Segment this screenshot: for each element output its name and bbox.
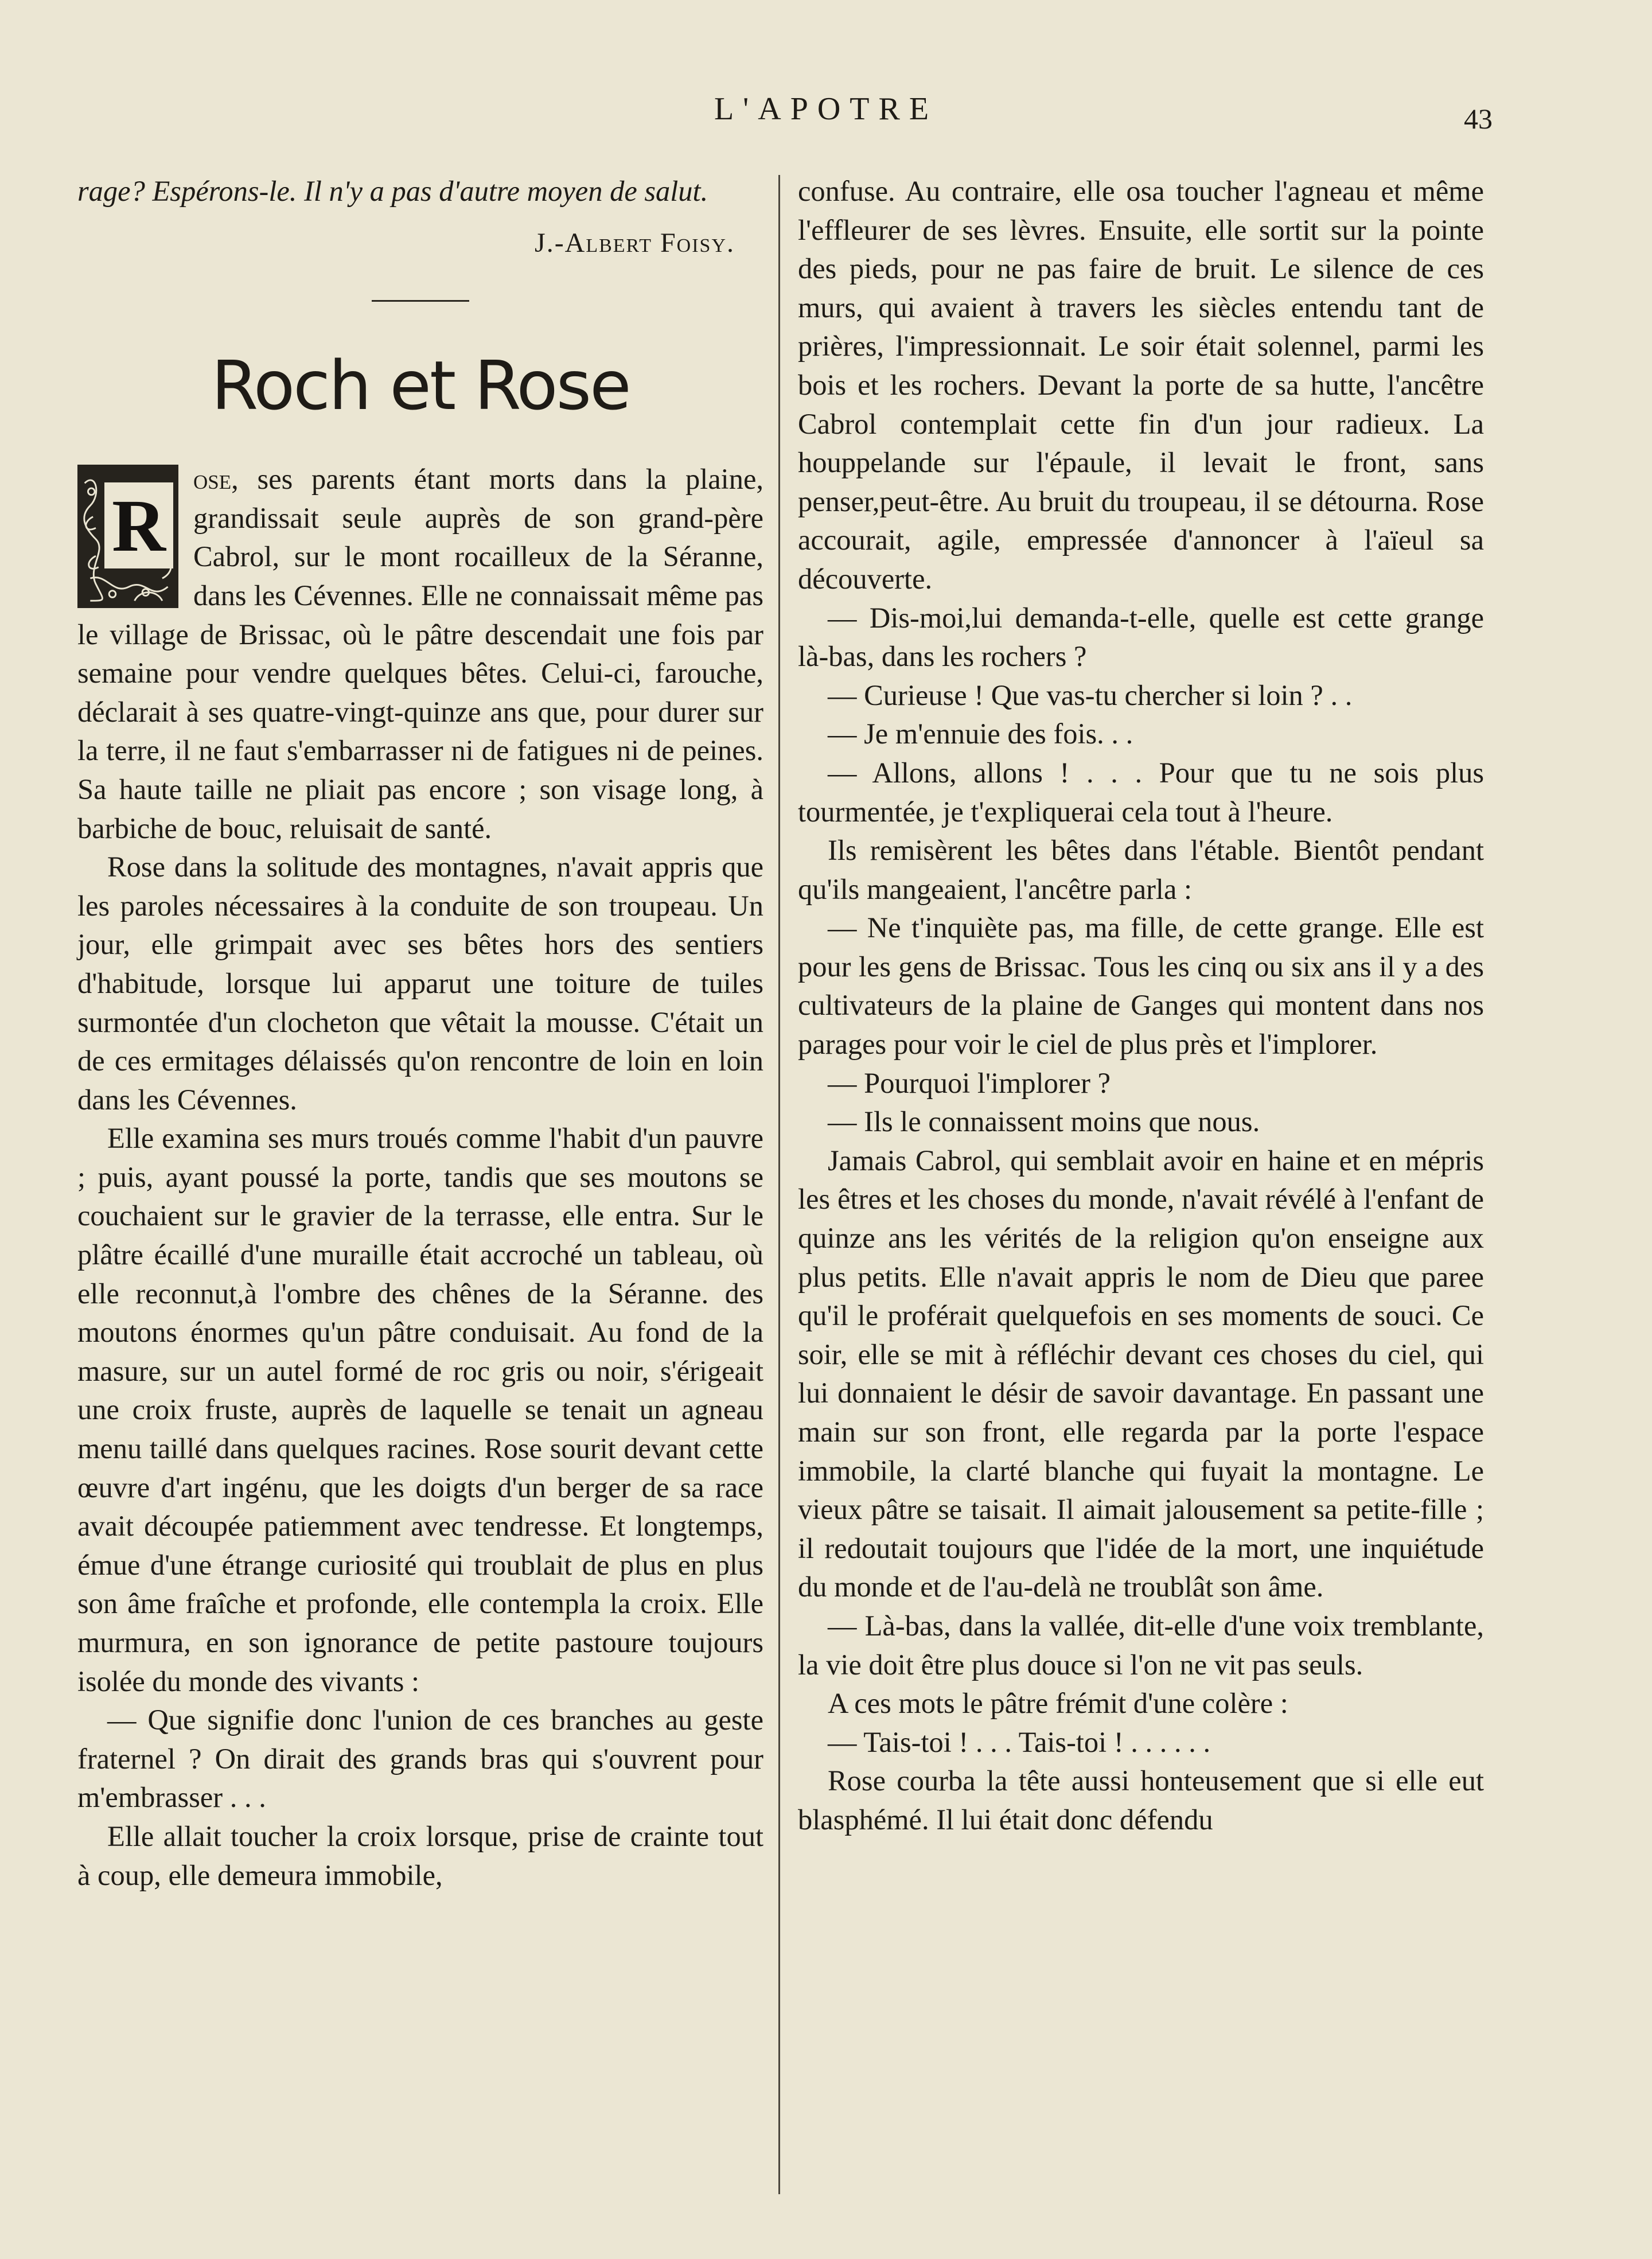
paragraph: Rose dans la solitude des montagnes, n'avait appris que les paroles nécessaires à la conduite de son troupeau. Un jour, elle grimpait avec ses bêtes hors des sentiers d'habitude, lorsque lui apparut une toiture de tuiles surmontée d'un clocheton que vêtait la mousse. C'était un de ces ermitages délaissés qu'on rencontre de loin en loin dans les Cévennes. — [77, 851, 763, 1116]
paragraph: — Allons, allons ! . . . Pour que tu ne sois plus tourmentée, je t'expliquerai cela tout à l'heure. — [798, 756, 1484, 828]
article-title: Roch et Rose — [211, 346, 630, 426]
paragraph: Elle examina ses murs troués comme l'habit d'un pauvre ; puis, ayant poussé la porte, tandis que ses moutons se couchaient sur le gravier de la terrasse, elle entra. Sur le plâtre écaillé d'une muraille était accroché un tableau, où elle reconnut,à l'ombre des chênes de la Séranne. des moutons énormes qu'un pâtre conduisait. Au fond de la masure, sur un autel formé de roc gris ou noir, s'érigeait une croix fruste, auprès de laquelle se tenait un agneau menu taillé dans quelques racines. Rose sourit devant cette œuvre d'art ingénu, que les doigts d'un berger de sa race avait découpée patiemment avec tendresse. Et longtemps, émue d'une étrange curiosité qui troublait de plus en plus son âme fraîche et profonde, elle contempla la croix. Elle murmura, en son ignorance de petite pastoure toujours isolée du monde des vivants : — [77, 1122, 763, 1697]
author-signature: J.-Albert Foisy. — [535, 227, 735, 258]
paragraph: — Tais-toi ! . . . Tais-toi ! . . . . . . — [828, 1726, 1211, 1758]
paragraph: Elle allait toucher la croix lorsque, prise de crainte tout à coup, elle demeura immobile, — [77, 1820, 763, 1891]
paragraph: A ces mots le pâtre frémit d'une colère : — [828, 1687, 1288, 1720]
dropcap-letter: R — [104, 482, 173, 568]
paragraph — [77, 460, 763, 848]
paragraph: — Là-bas, dans la vallée, dit-elle d'une voix tremblante, la vie doit être plus douce si l'on ne vit pas seuls. — [798, 1609, 1484, 1681]
paragraph-text: ses parents étant morts dans la plaine, grandissait seule auprès de son grand-père Cabrol, sur le mont rocailleux de la Séranne, dans les Cévennes. Elle ne connaissait même pas le village de Brissac, où le pâtre descendait une fois par semaine pour vendre quelques bêtes. Celui-ci, farouche, déclarait à ses quatre-vingt-quinze ans que, pour durer sur la terre, il ne faut s'embarrasser ni de fatigues ni de peines. Sa haute taille ne pliait pas encore ; son visage long, à barbiche de bouc, reluisait de santé. — [77, 463, 764, 844]
paragraph: — Pourquoi l'implorer ? — [828, 1066, 1111, 1099]
paragraph: — Ne t'inquiète pas, ma fille, de cette grange. Elle est pour les gens de Brissac. Tous les cinq ou six ans il y a des cultivateurs de la plaine de Ganges qui montent dans nos parages pour voir le ciel de plus près et l'implorer. — [798, 912, 1484, 1061]
page-number: 43 — [1464, 103, 1493, 135]
running-title: L'APOTRE — [714, 91, 938, 127]
first-word-rest: ose, — [193, 463, 239, 496]
paragraph: Jamais Cabrol, qui semblait avoir en haine et en mépris les êtres et les choses du monde, n'avait révélé à l'enfant de quinze ans les vérités de la religion qu'on enseigne aux plus petits. Elle n'avait appris le nom de Dieu que paree qu'il le proférait quelquefois en ses moments de souci. Ce soir, elle se mit à réfléchir devant ces choses du ciel, qui lui donnaient le désir de savoir davantage. En passant une main sur son front, elle regarda par la porte l'espace immobile, la clarté blanche qui fuyait la montagne. Le vieux pâtre se taisait. Il aimait jalousement sa petite-fille ; il redoutait toujours que l'idée de la mort, une inquiétude du monde et de l'au-delà ne troublât son âme. — [798, 1144, 1484, 1603]
previous-article-ending: rage? Espérons-le. Il n'y a pas d'autre moyen de salut. — [77, 175, 708, 207]
column-rule — [778, 175, 780, 2194]
paragraph: — Ils le connaissent moins que nous. — [828, 1105, 1260, 1138]
paragraph: Rose courba la tête aussi honteusement que si elle eut blasphémé. Il lui était donc défendu — [798, 1765, 1484, 1836]
section-divider — [372, 300, 469, 302]
left-column — [77, 172, 763, 1895]
paragraph: Ils remisèrent les bêtes dans l'étable. Bientôt pendant qu'ils mangeaient, l'ancêtre parla : — [798, 834, 1484, 905]
paragraph: — Que signifie donc l'union de ces branches au geste fraternel ? On dirait des grands bras qui s'ouvrent pour m'embrasser . . . — [77, 1704, 763, 1814]
right-column — [798, 172, 1484, 1840]
first-paragraph-block — [77, 460, 763, 848]
paragraph: — Curieuse ! Que vas-tu chercher si loin ? . . — [828, 679, 1353, 711]
paragraph: — Dis-moi,lui demanda-t-elle, quelle est cette grange là-bas, dans les rochers ? — [798, 601, 1484, 673]
paragraph: — Je m'ennuie des fois. . . — [828, 718, 1133, 750]
paragraph: confuse. Au contraire, elle osa toucher l'agneau et même l'effleurer de ses lèvres. Ensuite, elle sortit sur la pointe des pieds, pour ne pas faire de bruit. Le silence de ces murs, qui avaient à travers les siècles entendu tant de prières, l'impressionnait. Le soir était solennel, parmi les bois et les rochers. Devant la porte de sa hutte, l'ancêtre Cabrol contemplait cette fin d'un jour radieux. La houppelande sur l'épaule, il levait le front, sans penser,peut-être. Au bruit du troupeau, il se détourna. Rose accourait, agile, empressée d'annoncer à l'aïeul sa découverte. — [798, 175, 1484, 595]
ornamental-dropcap — [77, 465, 178, 608]
